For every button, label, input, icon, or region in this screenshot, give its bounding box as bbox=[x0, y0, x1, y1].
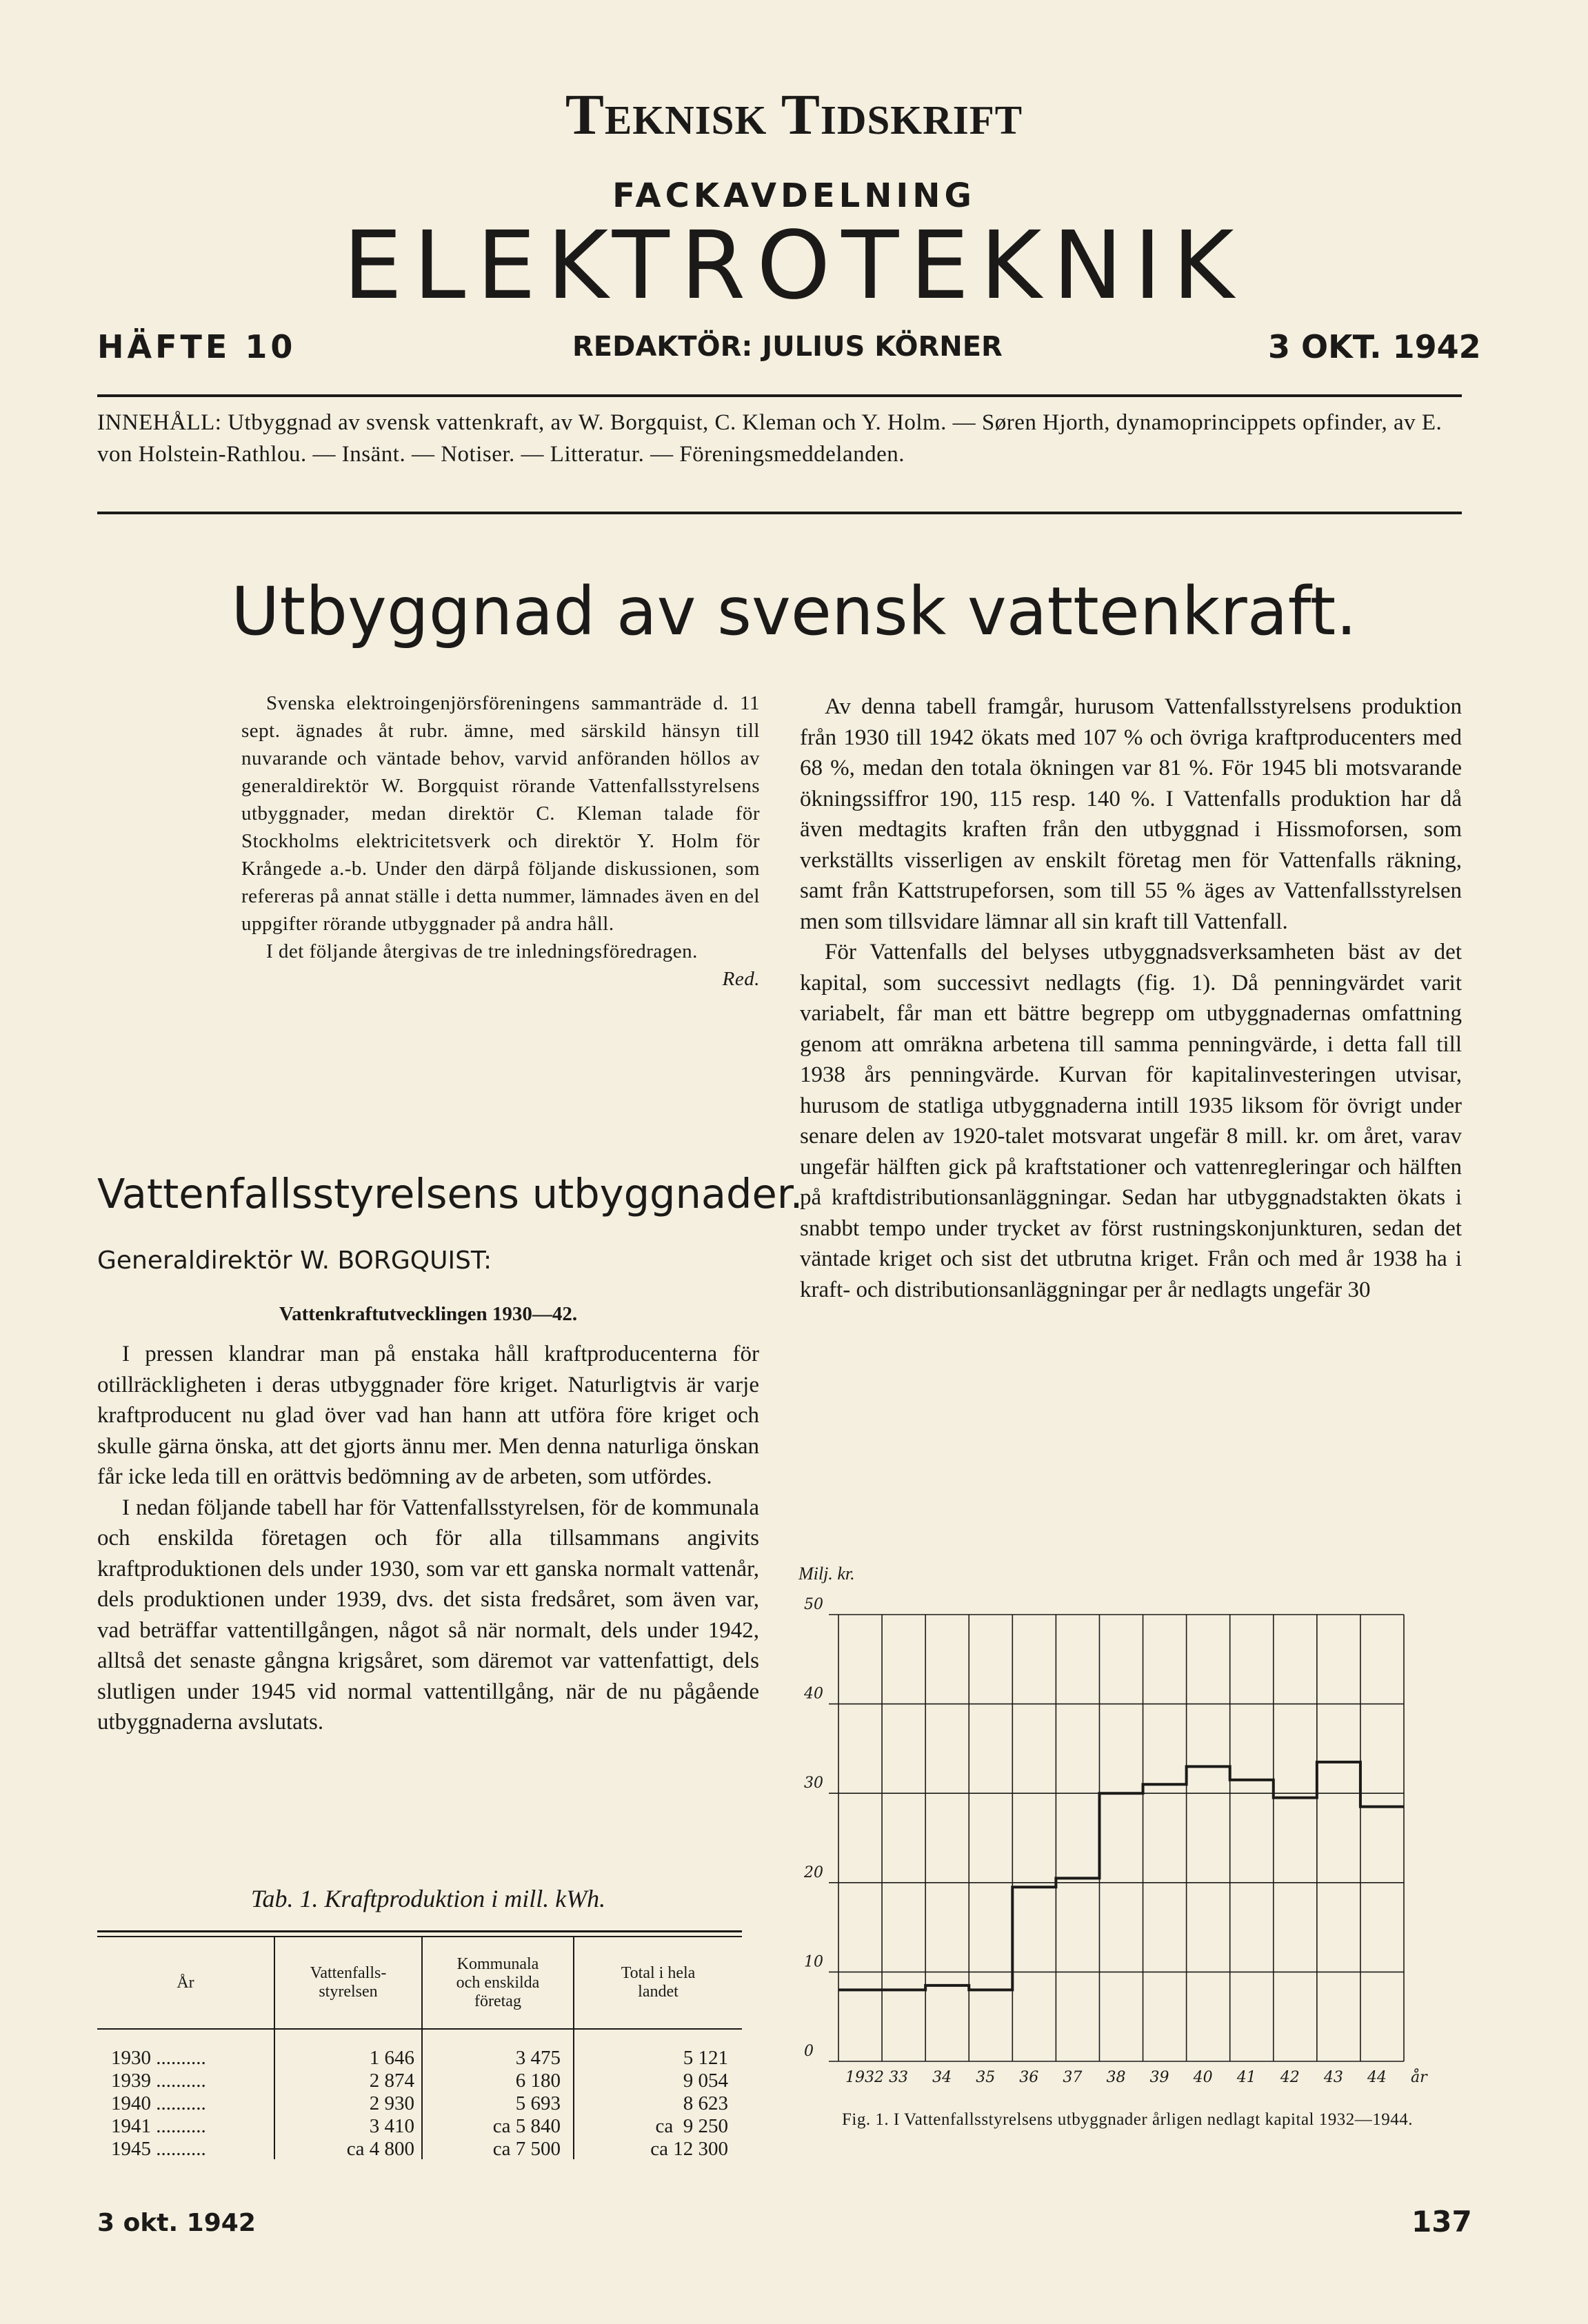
table-cell-vattenfall: 3 410 bbox=[369, 2115, 414, 2137]
table-cell-year: 1940 .......... bbox=[111, 2092, 206, 2114]
table-cell-year: 1941 .......... bbox=[111, 2115, 206, 2137]
table-top-rule bbox=[97, 1930, 742, 1932]
y-tick-label: 40 bbox=[804, 1685, 823, 1703]
table-cell-total: ca 12 300 bbox=[650, 2138, 728, 2160]
production-table bbox=[97, 1930, 742, 2165]
paragraph: Av denna tabell framgår, hurusom Vattenfallsstyrelsens produktion från 1930 till 1942 ökats med 107 % och övriga kraftproducenters med 68 %, medan den totala ökningen var 81 %. För 1945 bli motsvarande ökningssiffror 190, 115 resp. 140 %. I Vattenfalls produktion har då även medtagits kraften från den utbyggnad i Hissmoforsen, som verkställts visserligen av enskilt företag men för Vattenfalls räkning, samt från Kattstrupeforsen, som till 55 % äges av Vattenfallsstyrelsen men som tillsvidare lämnar all sin kraft till Vattenfall. bbox=[800, 694, 1462, 934]
series-line bbox=[838, 1762, 1404, 1990]
table-cell-total: 8 623 bbox=[683, 2092, 728, 2114]
intro-abstract bbox=[241, 689, 760, 993]
table-caption: Tab. 1. Kraftproduktion i mill. kWh. bbox=[250, 1885, 606, 1912]
table-cell-kommunala: 5 693 bbox=[515, 2092, 561, 2114]
table-cell-year: 1939 .......... bbox=[111, 2070, 206, 2092]
issue-number: HÄFTE 10 bbox=[97, 328, 297, 365]
x-tick-label: år bbox=[1411, 2069, 1427, 2086]
paragraph: I nedan följande tabell har för Vattenfallsstyrelsen, för de kommunala och enskilda företagen och för alla tillsammans angivits kraftproduktionen dels under 1930, som var ett ganska normalt vattenår, dels produktionen under 1939, dvs. det sista fredsåret, som även var, vad beträffar vattentillgången, något så när normalt, dels under 1942, alltså det senaste gångna krigsåret, som däremot var vattenfattigt, dels slutligen under 1945 vid normal vattentillgång, när de nu pågående utbyggnaderna avslutats. bbox=[97, 1495, 759, 1735]
table-cell-vattenfall: 2 874 bbox=[369, 2070, 414, 2092]
section-heading: Vattenfallsstyrelsens utbyggnader. bbox=[97, 1170, 803, 1217]
table-cell-year: 1930 .......... bbox=[111, 2047, 206, 2069]
table-cell-total: 9 054 bbox=[683, 2070, 728, 2092]
intro-text-2-body: I det följande återgivas de tre inledningsföredragen. bbox=[266, 940, 698, 962]
x-tick-label: 44 bbox=[1367, 2069, 1387, 2086]
issue-date: 3 OKT. 1942 bbox=[1268, 328, 1481, 365]
table-header-rule bbox=[97, 2028, 742, 2030]
table-cell-vattenfall: ca 4 800 bbox=[346, 2138, 414, 2160]
page-number: 137 bbox=[1411, 2205, 1472, 2239]
section-label: FACKAVDELNING bbox=[612, 176, 976, 215]
article-title: Utbyggnad av svensk vattenkraft. bbox=[231, 573, 1357, 650]
x-tick-label: 41 bbox=[1236, 2069, 1256, 2086]
table-cell-vattenfall: 1 646 bbox=[369, 2047, 414, 2069]
x-tick-label: 36 bbox=[1019, 2069, 1039, 2086]
x-tick-label: 34 bbox=[932, 2069, 952, 2086]
table-header-kommunala: Kommunala och enskilda företag bbox=[456, 1954, 540, 2010]
x-tick-label: 35 bbox=[976, 2069, 996, 2086]
paragraph: För Vattenfalls del belyses utbyggnadsverksamheten bäst av det kapital, som successivt nedlagts (fig. 1). Då penningvärdet varit variabelt, får man ett bättre begrepp om utbyggnadernas omfattning genom att omräkna arbetena till samma penningvärde, i detta fall till 1938 års penningvärde. Kurvan för kapitalinvesteringen utvisar, hurusom de statliga utbyggnaderna intill 1935 liksom för övrigt under senare delen av 1920-talet motsvarat ungefär 8 mill. kr. om året, varav ungefär hälften gick på kraftstationer och vattenregleringar och hälften på kraftdistributionsanläggningar. Sedan har utbyggnadstakten ökats i snabbt tempo under trycket av först rustningskonjunkturen, sedan det väntade kriget och sist det utbrutna kriget. Från och med år 1938 ha i kraft- och distributionsanläggningar per år nedlagts ungefär 30 bbox=[800, 940, 1462, 1302]
table-cell-kommunala: 3 475 bbox=[515, 2047, 561, 2069]
y-tick-label: 50 bbox=[804, 1596, 823, 1613]
x-tick-label: 42 bbox=[1280, 2069, 1300, 2086]
paragraph: I pressen klandrar man på enstaka håll kraftproducenterna för otillräckligheten i deras utbyggnader före kriget. Naturligtvis är varje kraftproducent nu glad över vad han hann att utföra före kriget och skulle gärna önska, att det gjorts ännu mer. Men denna naturliga önskan får icke leda till en orättvis bedömning av de arbeten, som utfördes. bbox=[97, 1342, 759, 1489]
y-tick-label: 0 bbox=[804, 2043, 814, 2060]
table-header-vattenfall: Vattenfalls- styrelsen bbox=[310, 1964, 387, 2001]
top-rule bbox=[97, 394, 1462, 397]
capital-chart bbox=[793, 1575, 1469, 2099]
x-tick-label: 39 bbox=[1149, 2069, 1169, 2086]
intro-text: Svenska elektroingenjörsföreningens sammanträde d. 11 sept. ägnades åt rubr. ämne, med särskild hänsyn till nuvarande och väntade behov, varvid anföranden höllos av generaldirektör W. Borgquist rörande Vattenfallsstyrelsens utbyggnader, medan direktör C. Kleman talade för Stockholms elektricitetsverk och direktör Y. Holm för Krångede a.-b. Under den därpå följande diskussionen, som refereras på annat ställe i detta nummer, lämnades även en del uppgifter rörande utbyggnader på andra håll. bbox=[241, 692, 760, 935]
x-tick-label: 37 bbox=[1063, 2069, 1083, 2086]
journal-title: Teknisk Tidskrift bbox=[565, 83, 1023, 147]
table-header-total: Total i hela landet bbox=[621, 1964, 696, 2001]
footer-date: 3 okt. 1942 bbox=[97, 2209, 256, 2237]
y-tick-label: 30 bbox=[804, 1775, 823, 1792]
subheading: Vattenkraftutvecklingen 1930—42. bbox=[279, 1303, 578, 1325]
table-of-contents: INNEHÅLL: Utbyggnad av svensk vattenkraft, av W. Borgquist, C. Kleman och Y. Holm. — Søren Hjorth, dynamoprincippets opfinder, av E. von Holstein-Rathlou. — Insänt. — Notiser. — Litteratur. — Föreningsmeddelanden. bbox=[97, 410, 1443, 467]
x-tick-label: 40 bbox=[1193, 2069, 1213, 2086]
table-cell-total: ca 9 250 bbox=[655, 2115, 728, 2137]
author-line: Generaldirektör W. BORGQUIST: bbox=[97, 1246, 492, 1275]
editor-line: REDAKTÖR: JULIUS KÖRNER bbox=[572, 331, 1003, 363]
table-cell-total: 5 121 bbox=[683, 2047, 728, 2069]
left-column-body bbox=[97, 1339, 759, 1738]
x-tick-label: 43 bbox=[1323, 2069, 1343, 2086]
right-column-body bbox=[800, 691, 1462, 1305]
table-header-year: År bbox=[177, 1973, 194, 1992]
toc-rule bbox=[97, 512, 1462, 514]
x-tick-label: 38 bbox=[1106, 2069, 1126, 2086]
table-cell-kommunala: ca 7 500 bbox=[492, 2138, 561, 2160]
table-cell-kommunala: 6 180 bbox=[515, 2070, 561, 2092]
x-tick-label: 1932 bbox=[845, 2069, 884, 2086]
chart-y-label: Milj. kr. bbox=[798, 1564, 855, 1584]
figure-caption: Fig. 1. I Vattenfallsstyrelsens utbyggnader årligen nedlagt kapital 1932—1944. bbox=[842, 2110, 1413, 2129]
x-tick-label: 33 bbox=[889, 2069, 909, 2086]
table-cell-kommunala: ca 5 840 bbox=[492, 2115, 561, 2137]
table-cell-year: 1945 .......... bbox=[111, 2138, 206, 2160]
y-tick-label: 10 bbox=[804, 1953, 823, 1971]
y-tick-label: 20 bbox=[804, 1863, 823, 1881]
department-title: ELEKTROTEKNIK bbox=[343, 212, 1245, 321]
intro-signature: Red. bbox=[722, 968, 760, 990]
intro-text-2 bbox=[241, 938, 760, 990]
table-cell-vattenfall: 2 930 bbox=[369, 2092, 414, 2114]
